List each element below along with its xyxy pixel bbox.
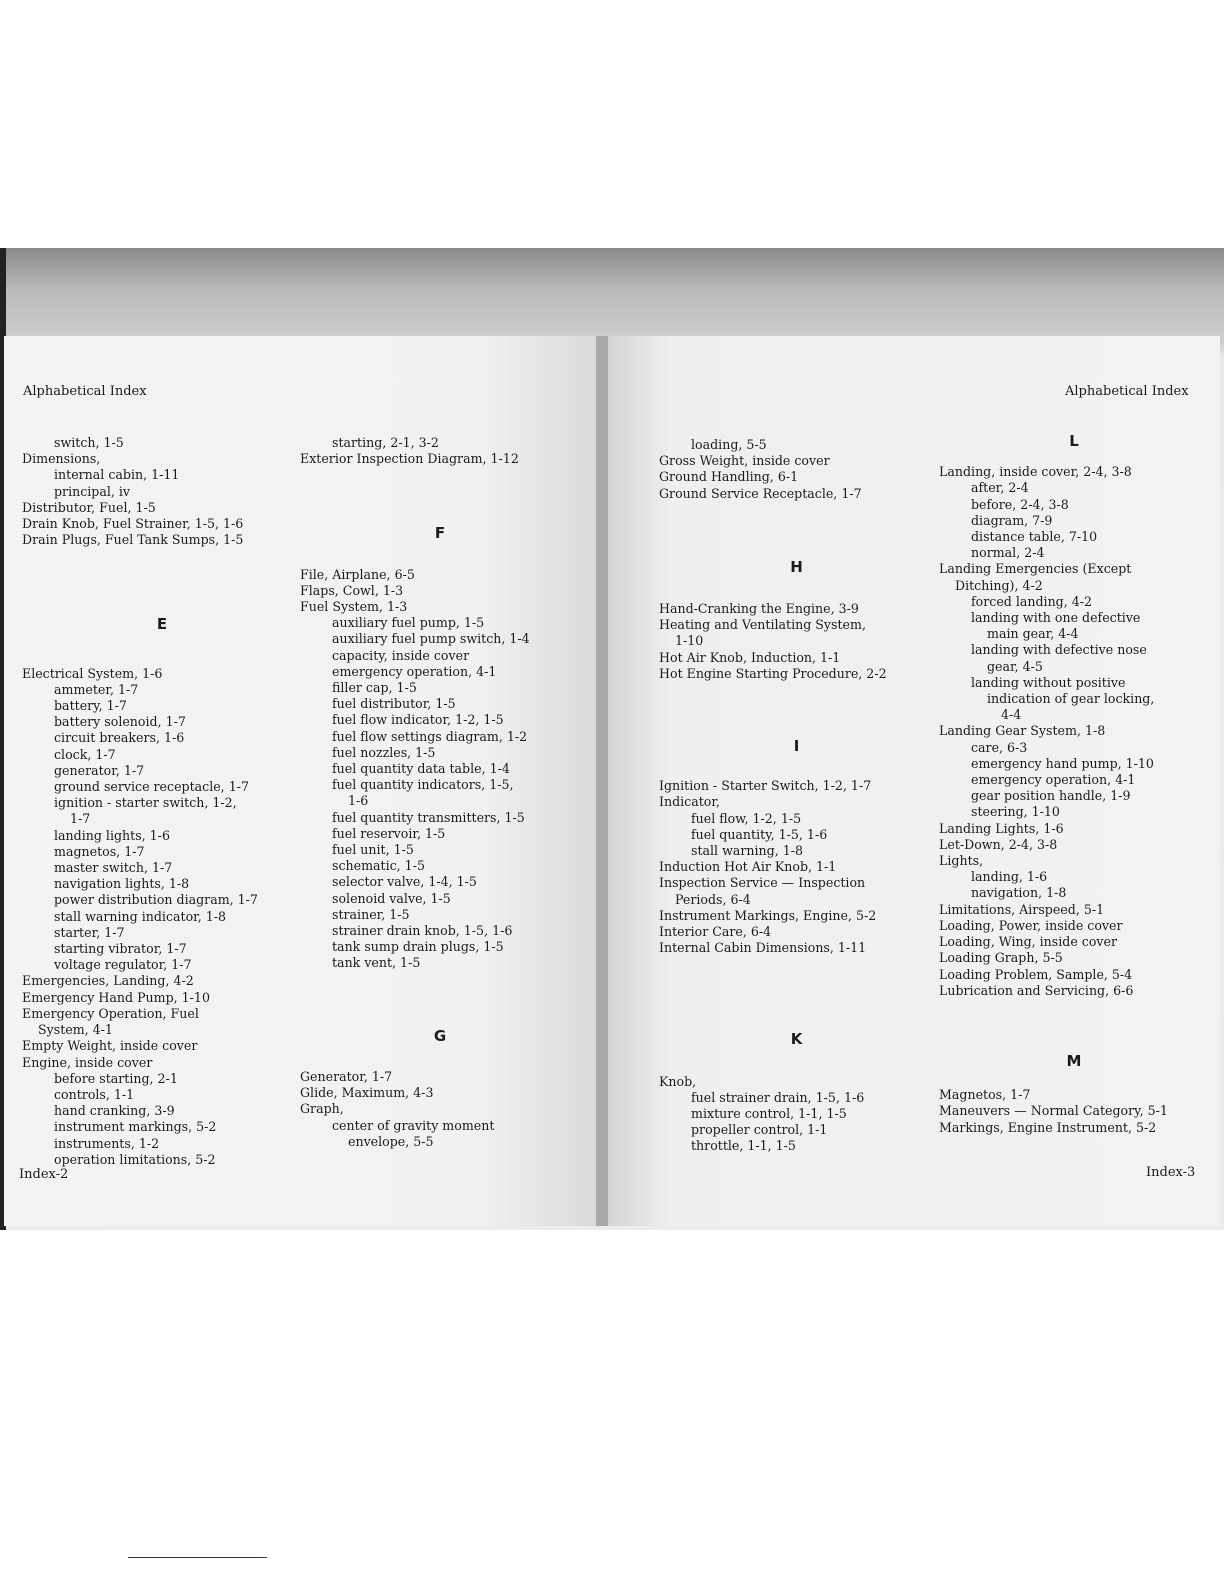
section-letter-l: L (1069, 432, 1079, 450)
index-entry: fuel quantity, 1-5, 1-6 (691, 826, 828, 842)
section-letter-g: G (433, 1026, 447, 1045)
index-entry: Limitations, Airspeed, 5-1 (939, 901, 1105, 917)
index-entry: capacity, inside cover (332, 647, 470, 663)
section-letter-i: I (793, 737, 800, 756)
index-entry: Landing, inside cover, 2-4, 3-8 (939, 464, 1132, 480)
index-entry: generator, 1-7 (54, 762, 145, 778)
index-entry: auxiliary fuel pump, 1-5 (332, 615, 485, 631)
index-entry: loading, 5-5 (691, 437, 767, 452)
index-entry: fuel flow, 1-2, 1-5 (691, 810, 802, 826)
index-entry: Flaps, Cowl, 1-3 (300, 582, 404, 598)
index-entry: Instrument Markings, Engine, 5-2 (659, 907, 877, 923)
index-entry: mixture control, 1-1, 1-5 (691, 1106, 847, 1122)
index-entry: magnetos, 1-7 (54, 843, 145, 859)
index-entry: Drain Knob, Fuel Strainer, 1-5, 1-6 (22, 516, 244, 532)
index-entry: Let-Down, 2-4, 3-8 (939, 836, 1058, 852)
index-entry: fuel flow indicator, 1-2, 1-5 (332, 712, 504, 728)
right-index-column-1 (659, 437, 934, 1155)
index-entry: Interior Care, 6-4 (659, 924, 772, 940)
index-entry: Loading Problem, Sample, 5-4 (939, 966, 1133, 982)
index-entry: center of gravity moment (332, 1117, 495, 1133)
index-entry: ignition - starter switch, 1-2, (54, 795, 237, 811)
index-entry: landing lights, 1-6 (54, 827, 170, 843)
index-entry: Ground Service Receptacle, 1-7 (659, 485, 862, 501)
index-entry: Distributor, Fuel, 1-5 (22, 499, 156, 515)
index-entry: after, 2-4 (971, 480, 1029, 496)
right-page-header: Alphabetical Index (1065, 384, 1189, 399)
index-entry: fuel nozzles, 1-5 (332, 744, 436, 760)
index-entry: Gross Weight, inside cover (659, 453, 830, 469)
index-entry: 1-6 (348, 793, 369, 809)
index-entry: Maneuvers — Normal Category, 5-1 (939, 1103, 1168, 1119)
index-entry: Ditching), 4-2 (955, 577, 1043, 593)
left-page-number: Index-2 (19, 1167, 69, 1182)
index-entry: Loading Graph, 5-5 (939, 950, 1063, 966)
index-entry: Magnetos, 1-7 (939, 1087, 1031, 1103)
book-gutter (596, 336, 608, 1226)
index-entry: Empty Weight, inside cover (22, 1038, 198, 1054)
index-entry: fuel quantity indicators, 1-5, (332, 777, 514, 793)
index-entry: Induction Hot Air Knob, 1-1 (659, 859, 837, 875)
index-entry: starting vibrator, 1-7 (54, 941, 187, 957)
index-entry: principal, iv (54, 483, 131, 499)
index-entry: Loading, Power, inside cover (939, 917, 1123, 933)
index-entry: 1-10 (675, 633, 704, 649)
index-entry: Glide, Maximum, 4-3 (300, 1085, 434, 1101)
index-entry: ammeter, 1-7 (54, 681, 139, 697)
index-entry: switch, 1-5 (54, 435, 124, 450)
index-entry: landing with defective nose (971, 642, 1147, 658)
index-entry: gear, 4-5 (987, 658, 1043, 674)
blue-underline-mark (128, 1557, 267, 1558)
index-entry: Drain Plugs, Fuel Tank Sumps, 1-5 (22, 532, 244, 548)
index-entry: Lubrication and Servicing, 6-6 (939, 982, 1134, 998)
right-page-number: Index-3 (1146, 1165, 1196, 1180)
index-entry: circuit breakers, 1-6 (54, 730, 185, 746)
index-entry: Hot Air Knob, Induction, 1-1 (659, 649, 841, 665)
index-entry: filler cap, 1-5 (332, 680, 417, 696)
index-entry: master switch, 1-7 (54, 860, 173, 876)
left-index-column-1 (22, 435, 302, 1168)
index-entry: landing, 1-6 (971, 869, 1048, 885)
index-entry: selector valve, 1-4, 1-5 (332, 874, 477, 890)
index-entry: steering, 1-10 (971, 804, 1060, 820)
index-entry: 4-4 (1001, 707, 1022, 723)
index-entry: Loading, Wing, inside cover (939, 934, 1118, 950)
index-entry: starter, 1-7 (54, 924, 125, 940)
left-index-column-2 (300, 435, 580, 1150)
index-entry: Markings, Engine Instrument, 5-2 (939, 1119, 1157, 1135)
index-entry: Indicator, (659, 794, 721, 810)
index-entry: fuel quantity transmitters, 1-5 (332, 809, 525, 825)
index-entry: Dimensions, (22, 451, 101, 467)
index-entry: Emergency Hand Pump, 1-10 (22, 989, 210, 1005)
index-entry: emergency operation, 4-1 (332, 663, 497, 679)
index-entry: Hot Engine Starting Procedure, 2-2 (659, 665, 887, 681)
index-entry: battery, 1-7 (54, 698, 127, 714)
index-entry: Fuel System, 1-3 (300, 599, 408, 615)
index-entry: before starting, 2-1 (54, 1070, 178, 1086)
index-entry: fuel flow settings diagram, 1-2 (332, 728, 528, 744)
section-letter-e: E (156, 615, 168, 634)
index-entry: starting, 2-1, 3-2 (332, 435, 439, 450)
index-entry: System, 4-1 (38, 1022, 113, 1038)
index-entry: emergency hand pump, 1-10 (971, 755, 1154, 771)
index-entry: Landing Lights, 1-6 (939, 820, 1064, 836)
index-entry: navigation lights, 1-8 (54, 876, 190, 892)
index-entry: gear position handle, 1-9 (971, 788, 1131, 804)
index-entry: battery solenoid, 1-7 (54, 714, 186, 730)
index-entry: voltage regulator, 1-7 (54, 957, 192, 973)
index-entry: Electrical System, 1-6 (22, 665, 163, 681)
index-entry: internal cabin, 1-11 (54, 467, 180, 483)
index-entry: propeller control, 1-1 (691, 1122, 828, 1138)
index-entry: Heating and Ventilating System, (659, 617, 866, 633)
index-entry: schematic, 1-5 (332, 858, 425, 874)
index-entry: strainer, 1-5 (332, 906, 410, 922)
index-entry: Ground Handling, 6-1 (659, 469, 799, 485)
index-entry: File, Airplane, 6-5 (300, 566, 415, 582)
index-entry: distance table, 7-10 (971, 529, 1098, 545)
index-entry: Inspection Service — Inspection (659, 875, 866, 891)
index-entry: fuel quantity data table, 1-4 (332, 761, 510, 777)
index-entry: fuel distributor, 1-5 (332, 696, 456, 712)
index-entry: Generator, 1-7 (300, 1068, 393, 1084)
index-entry: navigation, 1-8 (971, 885, 1067, 901)
index-entry: controls, 1-1 (54, 1086, 135, 1102)
index-entry: Knob, (659, 1073, 697, 1089)
index-entry: stall warning, 1-8 (691, 843, 803, 859)
index-entry: power distribution diagram, 1-7 (54, 892, 258, 908)
index-entry: tank sump drain plugs, 1-5 (332, 939, 504, 955)
section-letter-h: H (790, 557, 803, 576)
index-entry: diagram, 7-9 (971, 512, 1053, 528)
index-entry: main gear, 4-4 (987, 626, 1079, 642)
index-entry: fuel reservoir, 1-5 (332, 825, 446, 841)
index-entry: fuel unit, 1-5 (332, 842, 414, 858)
index-entry: instrument markings, 5-2 (54, 1119, 217, 1135)
index-entry: 1-7 (70, 811, 91, 827)
index-entry: operation limitations, 5-2 (54, 1151, 216, 1167)
index-entry: tank vent, 1-5 (332, 955, 421, 971)
index-entry: auxiliary fuel pump switch, 1-4 (332, 631, 530, 647)
index-entry: Ignition - Starter Switch, 1-2, 1-7 (659, 778, 872, 794)
index-entry: Engine, inside cover (22, 1054, 153, 1070)
section-letter-k: K (790, 1030, 803, 1049)
index-entry: normal, 2-4 (971, 545, 1045, 561)
index-entry: Graph, (300, 1101, 344, 1117)
index-entry: emergency operation, 4-1 (971, 772, 1136, 788)
index-entry: clock, 1-7 (54, 746, 116, 762)
index-entry: Periods, 6-4 (675, 891, 751, 907)
index-entry: before, 2-4, 3-8 (971, 496, 1069, 512)
index-entry: instruments, 1-2 (54, 1135, 160, 1151)
index-entry: hand cranking, 3-9 (54, 1103, 175, 1119)
index-entry: Emergencies, Landing, 4-2 (22, 973, 194, 989)
index-entry: indication of gear locking, (987, 691, 1155, 707)
index-entry: Hand-Cranking the Engine, 3-9 (659, 601, 859, 617)
index-entry: Exterior Inspection Diagram, 1-12 (300, 451, 519, 467)
index-entry: stall warning indicator, 1-8 (54, 908, 227, 924)
index-entry: solenoid valve, 1-5 (332, 890, 451, 906)
index-entry: envelope, 5-5 (348, 1133, 434, 1149)
index-entry: landing without positive (971, 674, 1126, 690)
index-entry: fuel strainer drain, 1-5, 1-6 (691, 1089, 865, 1105)
right-index-column-2 (939, 433, 1209, 1136)
index-entry: landing with one defective (971, 610, 1141, 626)
index-entry: throttle, 1-1, 1-5 (691, 1138, 796, 1154)
index-entry: strainer drain knob, 1-5, 1-6 (332, 923, 513, 939)
section-letter-f: F (434, 524, 446, 543)
left-page-header: Alphabetical Index (23, 384, 147, 399)
section-letter-m: M (1066, 1051, 1082, 1070)
index-entry: Landing Emergencies (Except (939, 561, 1132, 577)
index-entry: Landing Gear System, 1-8 (939, 723, 1106, 739)
index-entry: Internal Cabin Dimensions, 1-11 (659, 940, 867, 956)
index-entry: Lights, (939, 853, 984, 869)
index-entry: Emergency Operation, Fuel (22, 1005, 199, 1021)
index-entry: forced landing, 4-2 (971, 593, 1093, 609)
index-entry: ground service receptacle, 1-7 (54, 779, 249, 795)
index-entry: care, 6-3 (971, 739, 1028, 755)
